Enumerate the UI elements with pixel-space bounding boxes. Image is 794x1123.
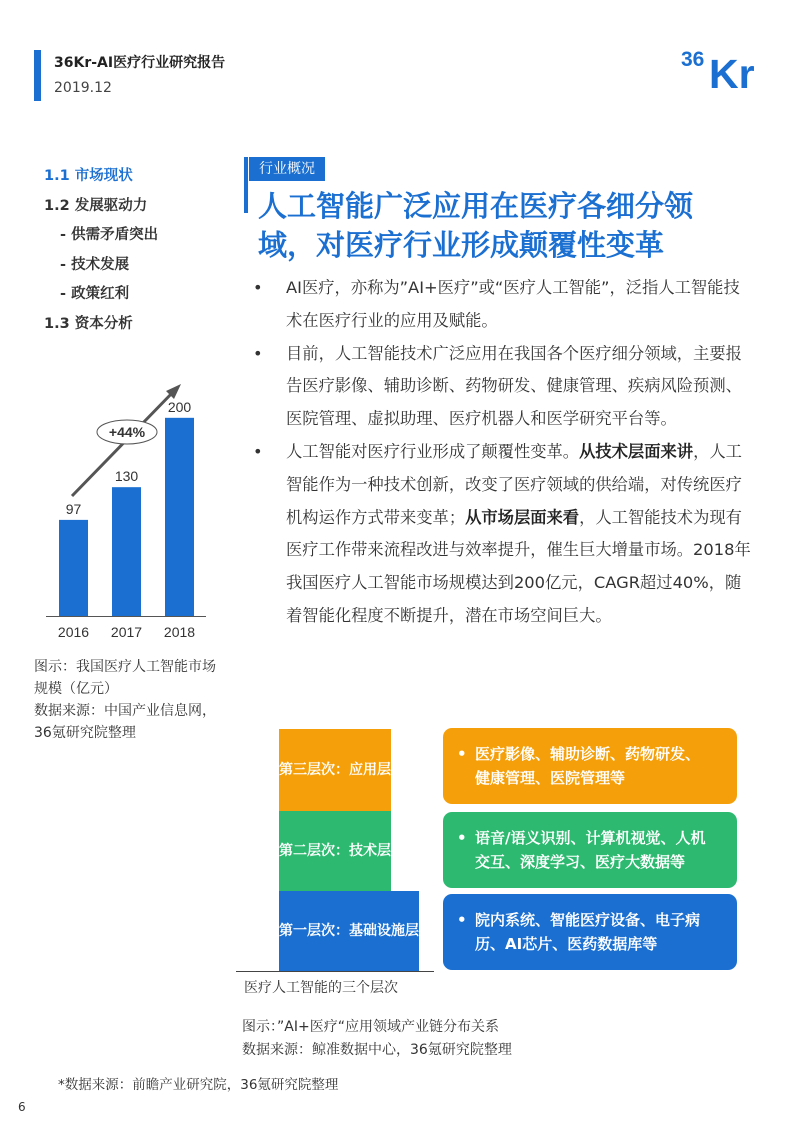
box-application-text bbox=[457, 742, 723, 790]
box-infrastructure-text bbox=[457, 908, 723, 956]
box-application bbox=[443, 728, 737, 804]
layer-infrastructure-label: 第一层次：基础设施层 bbox=[279, 891, 419, 971]
box-line: 交互、深度学习、医疗大数据等 bbox=[475, 853, 686, 871]
layer-infrastructure bbox=[279, 891, 419, 971]
nav-item-drivers[interactable]: 1.2 发展驱动力 bbox=[44, 197, 148, 214]
logo-letters: Kr bbox=[709, 51, 755, 92]
box-line: 历、AI芯片、医药数据库等 bbox=[475, 935, 658, 953]
page-number: 6 bbox=[18, 1100, 26, 1114]
bar-2018 bbox=[165, 418, 194, 616]
bullet-text: 目前，人工智能技术广泛应用在我国各个医疗细分领域，主要报告医疗影像、辅助诊断、药物研发、健康管理、疾病风险预测、医院管理、虚拟助理、医疗机器人和医学研究平台等。 bbox=[286, 343, 742, 429]
diagram-caption-title: 图示：”AI+医疗“应用领域产业链分布关系 bbox=[242, 1019, 499, 1035]
headline-line-1: 人工智能广泛应用在医疗各细分领 bbox=[258, 189, 694, 223]
box-infrastructure bbox=[443, 894, 737, 970]
box-line: 医疗影像、辅助诊断、药物研发、 bbox=[475, 745, 701, 763]
bullet-ai-definition bbox=[253, 272, 753, 338]
layer-caption: 医疗人工智能的三个层次 bbox=[244, 980, 398, 996]
nav-item-market-status[interactable]: 1.1 市场现状 bbox=[44, 168, 133, 184]
bullet-text: 人工智能对医疗行业形成了颠覆性变革。 bbox=[286, 441, 580, 461]
bullet-marker: • bbox=[457, 745, 467, 763]
page-headline bbox=[258, 187, 758, 265]
market-size-chart bbox=[34, 378, 220, 648]
footnote: *数据来源：前瞻产业研究院，36氪研究院整理 bbox=[58, 1077, 339, 1093]
bar-2016 bbox=[59, 520, 88, 616]
bullet-emphasis-market: 从市场层面来看 bbox=[465, 507, 580, 527]
bullet-marker: • bbox=[253, 278, 263, 297]
bullet-marker: • bbox=[457, 911, 467, 929]
bar-value-label-2018: 200 bbox=[167, 398, 192, 415]
chart-caption bbox=[34, 656, 244, 744]
report-title: 36Kr-AI医疗行业研究报告 bbox=[54, 55, 226, 71]
bar-value-label-2017: 130 bbox=[114, 468, 139, 485]
bullet-text: AI医疗，亦称为”AI+医疗”或“医疗人工智能”，泛指人工智能技术在医疗行业的应用及赋能。 bbox=[286, 278, 740, 330]
chart-caption-source-1: 数据来源：中国产业信息网， bbox=[34, 703, 216, 719]
nav-item-technology[interactable]: - 技术发展 bbox=[60, 256, 130, 273]
box-line: 语音/语义识别、计算机视觉、人机 bbox=[475, 829, 706, 847]
layer-technology-label: 第二层次：技术层 bbox=[279, 811, 391, 891]
headline-accent-line bbox=[244, 157, 248, 213]
logo-digits: 36 bbox=[681, 48, 705, 71]
diagram-caption-source: 数据来源：鲸准数据中心，36氪研究院整理 bbox=[242, 1042, 512, 1058]
layer-application-label: 第三层次：应用层 bbox=[279, 729, 391, 811]
bullet-text: ，人工智能技术为现有医疗工作带来流程改进与效率提升，催生巨大增量市场。2018年我国医疗人工智能市场规模达到200亿元，CAGR超过40%，随着智能化程度不断提升，潜在市场空间巨大。 bbox=[286, 507, 751, 625]
x-tick-label-2018: 2018 bbox=[163, 624, 196, 640]
bullet-disruption bbox=[253, 436, 753, 633]
box-line: 健康管理、医院管理等 bbox=[475, 769, 626, 787]
layer-baseline bbox=[236, 971, 434, 972]
nav-item-capital-analysis[interactable]: 1.3 资本分析 bbox=[44, 315, 133, 332]
report-date: 2019.12 bbox=[54, 80, 112, 96]
section-nav bbox=[44, 162, 158, 339]
bullet-marker: • bbox=[253, 441, 263, 461]
layer-technology bbox=[279, 811, 391, 891]
nav-item-supply-demand[interactable]: - 供需矛盾突出 bbox=[60, 227, 159, 243]
bar-value-label-2016: 97 bbox=[65, 500, 82, 517]
bullet-marker: • bbox=[253, 343, 263, 363]
bullet-marker: • bbox=[457, 829, 467, 847]
chart-caption-source-2: 36氪研究院整理 bbox=[34, 725, 136, 741]
bullet-applications bbox=[253, 338, 753, 436]
bullet-emphasis-tech: 从技术层面来讲 bbox=[579, 441, 694, 461]
x-tick-label-2017: 2017 bbox=[110, 624, 143, 640]
bar-2017 bbox=[112, 487, 141, 616]
header-accent-bar bbox=[34, 50, 41, 101]
chart-caption-title-1: 图示：我国医疗人工智能市场 bbox=[34, 659, 216, 675]
box-technology-text bbox=[457, 826, 723, 874]
section-tag: 行业概况 bbox=[249, 157, 325, 181]
diagram-caption bbox=[242, 1016, 512, 1062]
layer-application bbox=[279, 729, 391, 811]
chart-caption-title-2: 规模（亿元） bbox=[34, 681, 118, 697]
x-tick-label-2016: 2016 bbox=[57, 624, 90, 640]
nav-item-policy[interactable]: - 政策红利 bbox=[60, 286, 130, 302]
box-line: 院内系统、智能医疗设备、电子病 bbox=[475, 911, 701, 929]
growth-annotation-label: +44% bbox=[108, 424, 146, 440]
bullet-text: ，人工智能作为一种技术创新，改变了医疗领域的供给端，对传统医疗机构运作方式带来变革； bbox=[286, 441, 742, 527]
box-technology bbox=[443, 812, 737, 888]
36kr-logo bbox=[680, 42, 766, 92]
headline-line-2: 域，对医疗行业形成颠覆性变革 bbox=[258, 228, 665, 262]
bullet-list bbox=[253, 272, 753, 633]
